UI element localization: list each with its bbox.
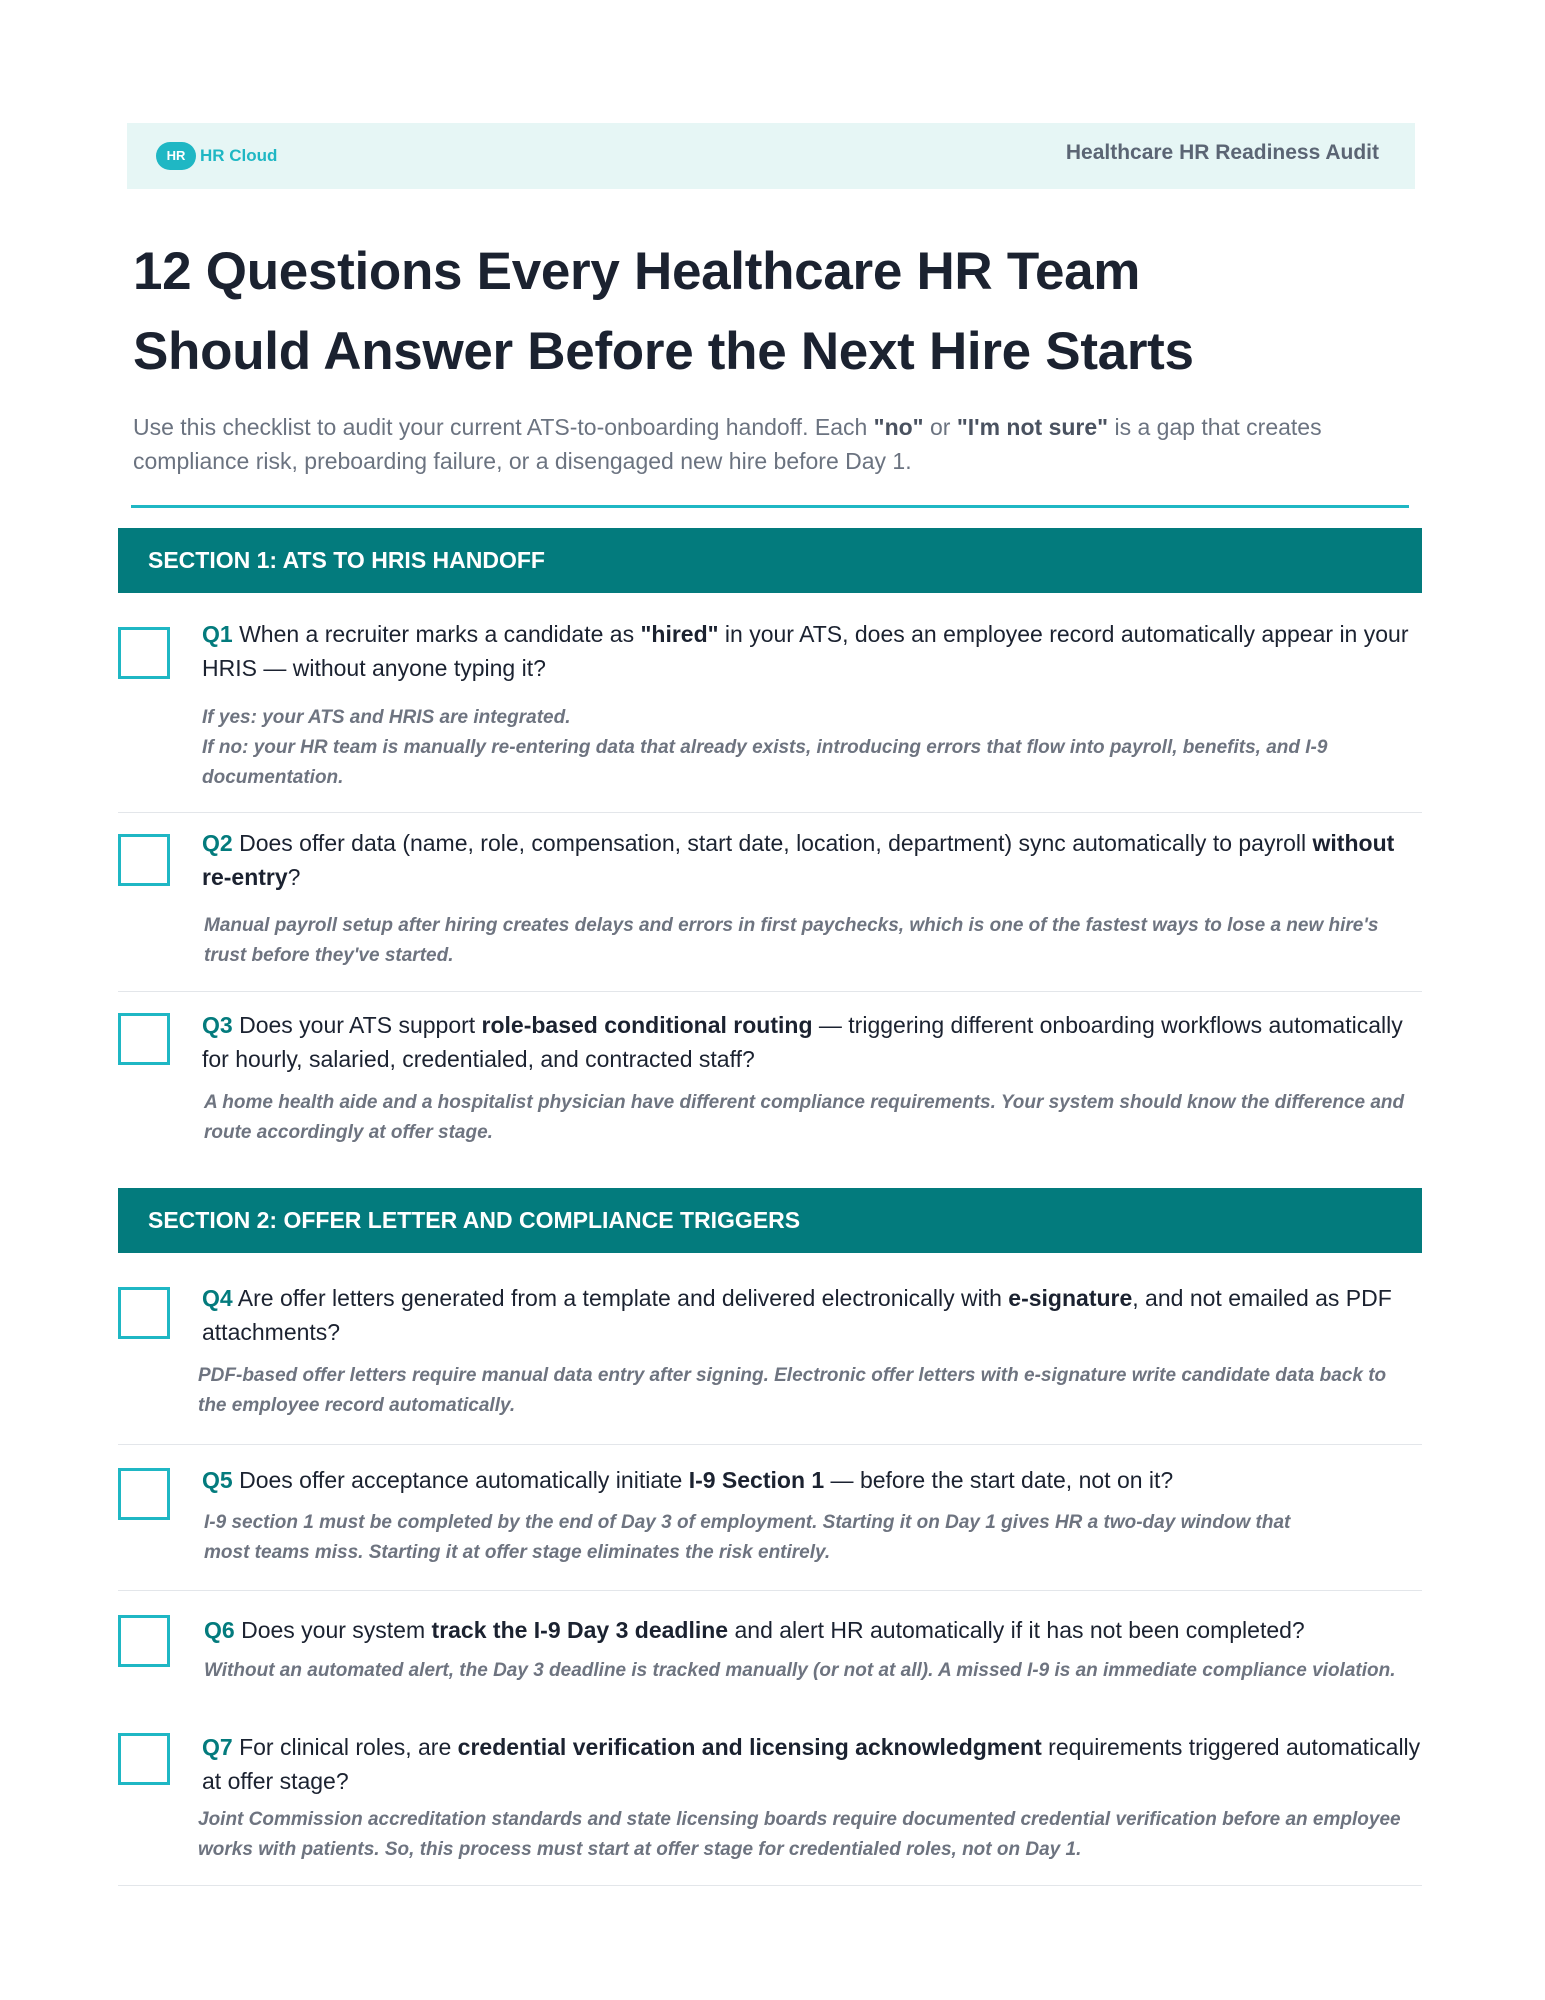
checkbox-q1[interactable]	[118, 627, 170, 679]
note-line: Joint Commission accreditation standards and state licensing boards require documented credential verification before an employee works with patients. So, this process must start at offer stage for credentialed roles, not on Day 1.	[198, 1809, 1401, 1860]
question-text-q2	[202, 826, 1427, 894]
note-line: If yes: your ATS and HRIS are integrated.	[202, 707, 571, 728]
checkbox-q4[interactable]	[118, 1287, 170, 1339]
note-q5	[204, 1508, 1324, 1568]
note-q4	[198, 1361, 1418, 1421]
note-q7	[198, 1805, 1423, 1865]
checkbox-q7[interactable]	[118, 1733, 170, 1785]
divider	[118, 1590, 1422, 1591]
title-line-2: Should Answer Before the Next Hire Starts	[133, 322, 1194, 381]
checkbox-q5[interactable]	[118, 1468, 170, 1520]
question-emphasis: credential verification and licensing acknowledgment	[457, 1734, 1042, 1760]
question-text-q5	[202, 1463, 1427, 1497]
note-q3	[204, 1088, 1424, 1148]
note-line: I-9 section 1 must be completed by the end of Day 3 of employment. Starting it on Day 1 gives HR a two-day window that most teams miss. Starting it at offer stage eliminates the risk entirely.	[204, 1512, 1291, 1563]
intro-text-2: or	[923, 414, 957, 440]
checkbox-q6[interactable]	[118, 1615, 170, 1667]
hr-cloud-logo	[156, 142, 277, 170]
divider	[118, 991, 1422, 992]
title-line-1: 12 Questions Every Healthcare HR Team	[133, 242, 1141, 301]
header-bar	[127, 123, 1415, 189]
intro-paragraph	[133, 410, 1383, 478]
question-text-q3	[202, 1008, 1427, 1076]
question-emphasis: role-based conditional routing	[481, 1012, 813, 1038]
question-text: , and not emailed as PDF attachments?	[202, 1285, 1392, 1345]
question-text: For clinical roles, are	[232, 1734, 458, 1760]
note-q6	[204, 1656, 1424, 1686]
question-number: Q2	[202, 830, 233, 856]
logo-badge: HR	[156, 142, 196, 170]
question-emphasis: track the I-9 Day 3 deadline	[431, 1617, 729, 1643]
intro-not-sure: "I'm not sure"	[956, 414, 1109, 440]
divider	[118, 812, 1422, 813]
note-line: Manual payroll setup after hiring creates delays and errors in first paychecks, which is one of the fastest ways to lose a new hire's trust before they've started.	[204, 915, 1379, 966]
note-line: Without an automated alert, the Day 3 deadline is tracked manually (or not at all). A missed I-9 is an immediate compliance violation.	[204, 1660, 1396, 1681]
divider	[118, 1444, 1422, 1445]
question-emphasis: e-signature	[1008, 1285, 1133, 1311]
question-text-q6	[204, 1613, 1429, 1647]
section-1-header: SECTION 1: ATS TO HRIS HANDOFF	[118, 528, 1422, 593]
question-text: — before the start date, not on it?	[824, 1467, 1174, 1493]
question-number: Q4	[202, 1285, 233, 1311]
intro-text-3: is a gap that creates compliance risk, preboarding failure, or a disengaged new hire before Day 1.	[133, 414, 1322, 474]
question-text: When a recruiter marks a candidate as	[232, 621, 641, 647]
question-number: Q7	[202, 1734, 233, 1760]
intro-text-1: Use this checklist to audit your current ATS-to-onboarding handoff. Each	[133, 414, 874, 440]
question-emphasis: I-9 Section 1	[688, 1467, 825, 1493]
title-divider	[131, 505, 1409, 508]
question-text: Does offer data (name, role, compensation, start date, location, department) sync automatically to payroll	[232, 830, 1313, 856]
question-text: in your ATS, does an employee record automatically appear in your HRIS — without anyone typing it?	[202, 621, 1409, 681]
question-text-q4	[202, 1281, 1427, 1349]
checkbox-q2[interactable]	[118, 834, 170, 886]
intro-no: "no"	[873, 414, 924, 440]
section-2-header: SECTION 2: OFFER LETTER AND COMPLIANCE TRIGGERS	[118, 1188, 1422, 1253]
question-emphasis: without re-entry	[202, 830, 1395, 890]
question-text: requirements triggered automatically at offer stage?	[202, 1734, 1421, 1794]
question-text: Does your ATS support	[232, 1012, 482, 1038]
question-text: and alert HR automatically if it has not been completed?	[728, 1617, 1305, 1643]
question-text: Are offer letters generated from a template and delivered electronically with	[232, 1285, 1009, 1311]
page-title	[133, 232, 1383, 392]
question-number: Q6	[204, 1617, 235, 1643]
question-text: ?	[287, 864, 301, 890]
note-line: A home health aide and a hospitalist physician have different compliance requirements. Your system should know the difference and route accordingly at offer stage.	[204, 1092, 1405, 1143]
question-number: Q1	[202, 621, 233, 647]
question-emphasis: "hired"	[640, 621, 719, 647]
logo-text: HR Cloud	[200, 146, 278, 165]
question-number: Q5	[202, 1467, 233, 1493]
checkbox-q3[interactable]	[118, 1013, 170, 1065]
divider	[118, 1885, 1422, 1886]
note-line: If no: your HR team is manually re-entering data that already exists, introducing errors that flow into payroll, benefits, and I-9 documentation.	[202, 737, 1328, 788]
note-line: PDF-based offer letters require manual data entry after signing. Electronic offer letters with e-signature write candidate data back to the employee record automatically.	[198, 1365, 1387, 1416]
question-text-q1	[202, 617, 1427, 685]
note-q2	[204, 911, 1424, 971]
question-text: Does offer acceptance automatically initiate	[232, 1467, 689, 1493]
question-text: Does your system	[234, 1617, 432, 1643]
question-number: Q3	[202, 1012, 233, 1038]
audit-title: Healthcare HR Readiness Audit	[1065, 141, 1379, 164]
note-q1	[202, 703, 1422, 793]
question-text-q7	[202, 1730, 1427, 1798]
question-text: — triggering different onboarding workflows automatically for hourly, salaried, credentialed, and contracted staff?	[202, 1012, 1403, 1072]
